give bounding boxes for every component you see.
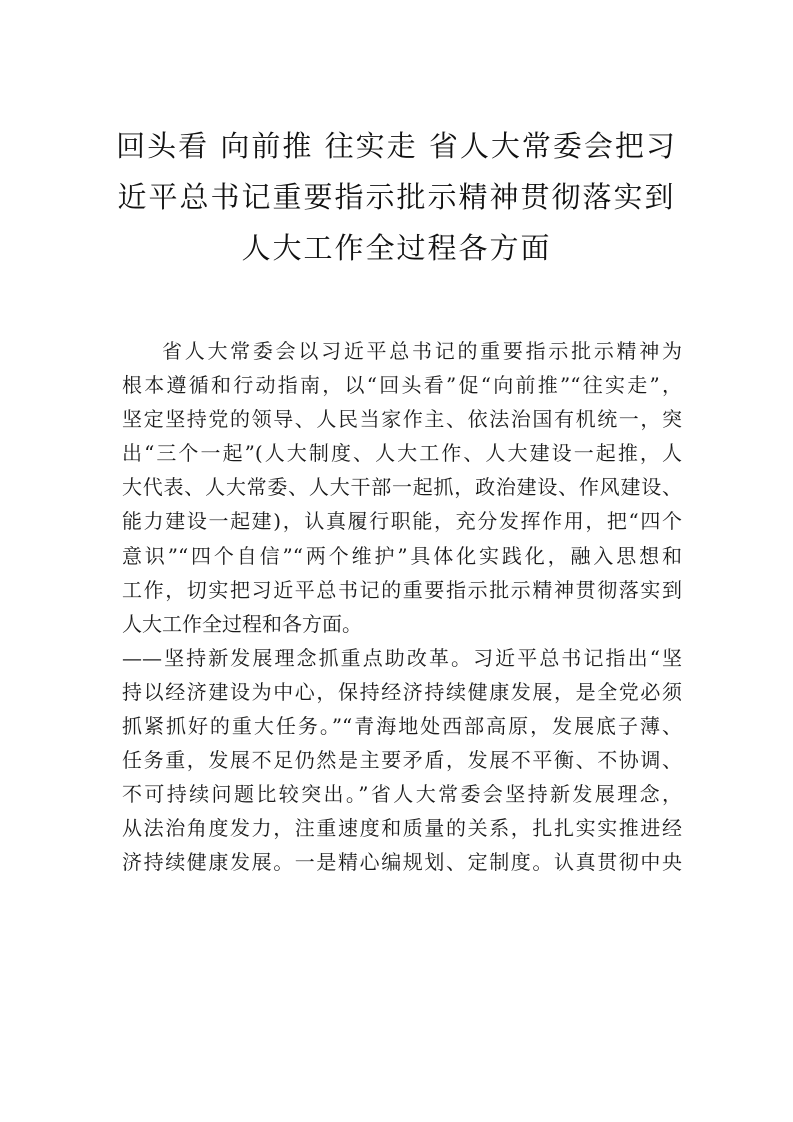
paragraph-line: 省人大常委会以习近平总书记的重要指示批示精神为 xyxy=(162,339,682,363)
paragraph-line: 坚定坚持党的领导、人民当家作主、依法治国有机统一，突 xyxy=(122,407,682,432)
paragraph-line: 持以经济建设为中心，保持经济持续健康发展，是全党必须 xyxy=(122,679,682,704)
paragraph-line: 工作，切实把习近平总书记的重要指示批示精神贯彻落实到 xyxy=(122,577,682,602)
paragraph-line: 意识”“四个自信”“两个维护”具体化实践化，融入思想和 xyxy=(122,543,682,568)
paragraph-line: 不可持续问题比较突出。”省人大常委会坚持新发展理念， xyxy=(122,782,682,807)
paragraph-line: 大代表、人大常委、人大干部一起抓，政治建设、作风建设、 xyxy=(122,475,682,500)
paragraph-line: 根本遵循和行动指南，以“回头看”促“向前推”“往实走”， xyxy=(122,373,682,398)
title-line-1: 回头看 向前推 往实走 省人大常委会把习 xyxy=(116,129,677,163)
document-title xyxy=(100,121,693,274)
paragraph-line: 济持续健康发展。一是精心编规划、定制度。认真贯彻中央 xyxy=(122,850,682,875)
paragraph-line: ——坚持新发展理念抓重点助改革。习近平总书记指出“坚 xyxy=(122,645,682,670)
paragraph-line: 任务重，发展不足仍然是主要矛盾，发展不平衡、不协调、 xyxy=(122,748,682,773)
paragraph-line: 能力建设一起建)，认真履行职能，充分发挥作用，把“四个 xyxy=(122,509,682,534)
title-line-3: 人大工作全过程各方面 xyxy=(241,231,552,265)
paragraph-2 xyxy=(122,641,682,880)
paragraph-line: 人大工作全过程和各方面。 xyxy=(122,611,362,636)
title-line-2: 近平总书记重要指示批示精神贯彻落实到 xyxy=(117,180,676,214)
paragraph-line: 抓紧抓好的重大任务。”“青海地处西部高原，发展底子薄、 xyxy=(122,714,682,739)
paragraph-line: 从法治角度发力，注重速度和质量的关系，扎扎实实推进经 xyxy=(122,816,682,841)
document-body xyxy=(122,334,682,880)
paragraph-1 xyxy=(122,334,682,641)
paragraph-line: 出“三个一起”(人大制度、人大工作、人大建设一起推，人 xyxy=(122,441,682,466)
